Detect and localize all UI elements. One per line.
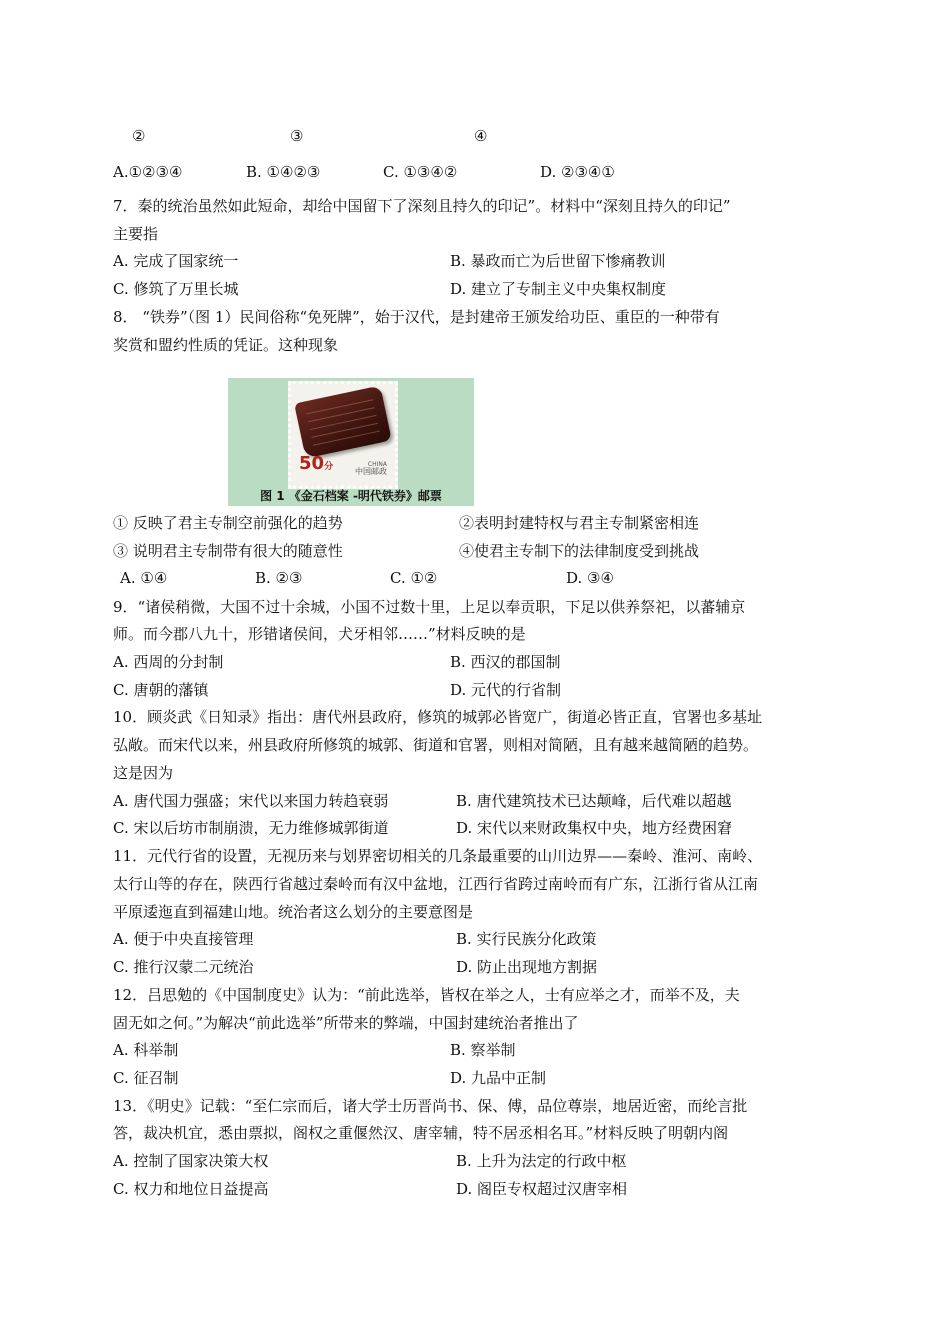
q8-option-a[interactable]: A. ①④ bbox=[120, 569, 168, 587]
iron-certificate-stamp-figure bbox=[228, 378, 474, 506]
q11-option-d[interactable]: D. 防止出现地方割据 bbox=[456, 958, 598, 976]
q10-option-d[interactable]: D. 宋代以来财政集权中央，地方经费困窘 bbox=[456, 819, 733, 837]
q9-option-c[interactable]: C. 唐朝的藩镇 bbox=[113, 681, 209, 699]
q8-option-d[interactable]: D. ③④ bbox=[566, 569, 614, 587]
q8-statement-1: ① 反映了君主专制空前强化的趋势 bbox=[113, 514, 343, 532]
q10-option-c[interactable]: C. 宋以后坊市制崩溃，无力维修城郭街道 bbox=[113, 819, 389, 837]
q13-stem-line1: 13．《明史》记载：“至仁宗而后，诸大学士历晋尚书、保、傅，品位尊崇，地居近密，而纶言批 bbox=[113, 1097, 748, 1115]
q12-stem-line2: 固无如之何。”为解决“前此选举”所带来的弊端，中国封建统治者推出了 bbox=[113, 1014, 579, 1032]
q11-stem-line1: 11．元代行省的设置，无视历来与划界密切相关的几条最重要的山川边界——秦岭、淮河、南岭、 bbox=[113, 847, 763, 865]
iron-certificate-plate bbox=[294, 385, 392, 458]
stamp-image bbox=[288, 381, 398, 489]
q9-stem-line1: 9．“诸侯稍微，大国不过十余城，小国不过数十里，上足以奉贡职，下足以供养祭祀，以蕃辅京 bbox=[113, 598, 746, 616]
q9-option-a[interactable]: A. 西周的分封制 bbox=[113, 653, 224, 671]
q11-option-c[interactable]: C. 推行汉蒙二元统治 bbox=[113, 958, 254, 976]
q8-stem-line1: 8． “铁券”（图 1）民间俗称“免死牌”，始于汉代，是封建帝王颁发给功臣、重臣的一种带有 bbox=[113, 308, 720, 326]
q13-option-a[interactable]: A. 控制了国家决策大权 bbox=[113, 1152, 269, 1170]
q12-option-b[interactable]: B. 察举制 bbox=[450, 1041, 516, 1059]
q13-stem-line2: 答，裁决机宜，悉由票拟，阁权之重偃然汉、唐宰辅，特不居丞相名耳。”材料反映了明朝内阁 bbox=[113, 1124, 729, 1142]
q7-option-b[interactable]: B. 暴政而亡为后世留下惨痛教训 bbox=[450, 252, 666, 270]
q8-option-b[interactable]: B. ②③ bbox=[255, 569, 303, 587]
q8-statement-3: ③ 说明君主专制带有很大的随意性 bbox=[113, 542, 343, 560]
q10-stem-line2: 弘敞。而宋代以来，州县政府所修筑的城郭、街道和官署，则相对简陋，且有越来越简陋的趋势。 bbox=[113, 736, 759, 754]
q12-option-c[interactable]: C. 征召制 bbox=[113, 1069, 179, 1087]
q8-stem-line2: 奖赏和盟约性质的凭证。这种现象 bbox=[113, 336, 339, 354]
mark-4: ④ bbox=[474, 127, 488, 145]
stamp-denomination: 50分 bbox=[299, 453, 334, 474]
q11-stem-line3: 平原逶迤直到福建山地。统治者这么划分的主要意图是 bbox=[113, 903, 474, 921]
q10-stem-line3: 这是因为 bbox=[113, 764, 174, 782]
q11-stem-line2: 太行山等的存在，陕西行省越过秦岭而有汉中盆地，江西行省跨过南岭而有广东，江浙行省从江南 bbox=[113, 875, 759, 893]
q12-option-d[interactable]: D. 九品中正制 bbox=[450, 1069, 547, 1087]
q6-option-b[interactable]: B. ①④②③ bbox=[246, 163, 321, 181]
q12-option-a[interactable]: A. 科举制 bbox=[113, 1041, 179, 1059]
q9-option-d[interactable]: D. 元代的行省制 bbox=[450, 681, 562, 699]
q7-option-c[interactable]: C. 修筑了万里长城 bbox=[113, 280, 239, 298]
mark-2: ② bbox=[132, 127, 146, 145]
mark-3: ③ bbox=[290, 127, 304, 145]
q8-statement-2: ②表明封建特权与君主专制紧密相连 bbox=[459, 514, 700, 532]
q13-option-b[interactable]: B. 上升为法定的行政中枢 bbox=[456, 1152, 627, 1170]
stamp-post: 中国邮政 bbox=[355, 467, 387, 476]
figure-caption: 图 1 《金石档案 -明代铁券》邮票 bbox=[260, 489, 442, 503]
q7-stem-line2: 主要指 bbox=[113, 225, 159, 243]
q6-option-c[interactable]: C. ①③④② bbox=[383, 163, 458, 181]
q7-option-a[interactable]: A. 完成了国家统一 bbox=[113, 252, 239, 270]
q8-statement-4: ④使君主专制下的法律制度受到挑战 bbox=[459, 542, 700, 560]
q11-option-b[interactable]: B. 实行民族分化政策 bbox=[456, 930, 597, 948]
q10-option-b[interactable]: B. 唐代建筑技术已达颠峰，后代难以超越 bbox=[456, 792, 732, 810]
q10-option-a[interactable]: A. 唐代国力强盛；宋代以来国力转趋衰弱 bbox=[113, 792, 389, 810]
q11-option-a[interactable]: A. 便于中央直接管理 bbox=[113, 930, 254, 948]
q6-option-d[interactable]: D. ②③④① bbox=[540, 163, 615, 181]
q6-option-a[interactable]: A.①②③④ bbox=[113, 163, 183, 181]
q13-option-c[interactable]: C. 权力和地位日益提高 bbox=[113, 1180, 269, 1198]
q13-option-d[interactable]: D. 阁臣专权超过汉唐宰相 bbox=[456, 1180, 628, 1198]
stamp-country: CHINA bbox=[367, 461, 387, 468]
q12-stem-line1: 12．吕思勉的《中国制度史》认为：“前此选举，皆权在举之人，士有应举之才，而举不及，夫 bbox=[113, 986, 740, 1004]
q9-stem-line2: 师。而今郡八九十，形错诸侯间，犬牙相邻……”材料反映的是 bbox=[113, 625, 526, 643]
q8-option-c[interactable]: C. ①② bbox=[390, 569, 438, 587]
q7-option-d[interactable]: D. 建立了专制主义中央集权制度 bbox=[450, 280, 667, 298]
q9-option-b[interactable]: B. 西汉的郡国制 bbox=[450, 653, 561, 671]
q10-stem-line1: 10．顾炎武《日知录》指出：唐代州县政府，修筑的城郭必皆宽广，街道必皆正直，官署也多基址 bbox=[113, 708, 763, 726]
q7-stem-line1: 7．秦的统治虽然如此短命，却给中国留下了深刻且持久的印记”。材料中“深刻且持久的印记” bbox=[113, 197, 731, 215]
